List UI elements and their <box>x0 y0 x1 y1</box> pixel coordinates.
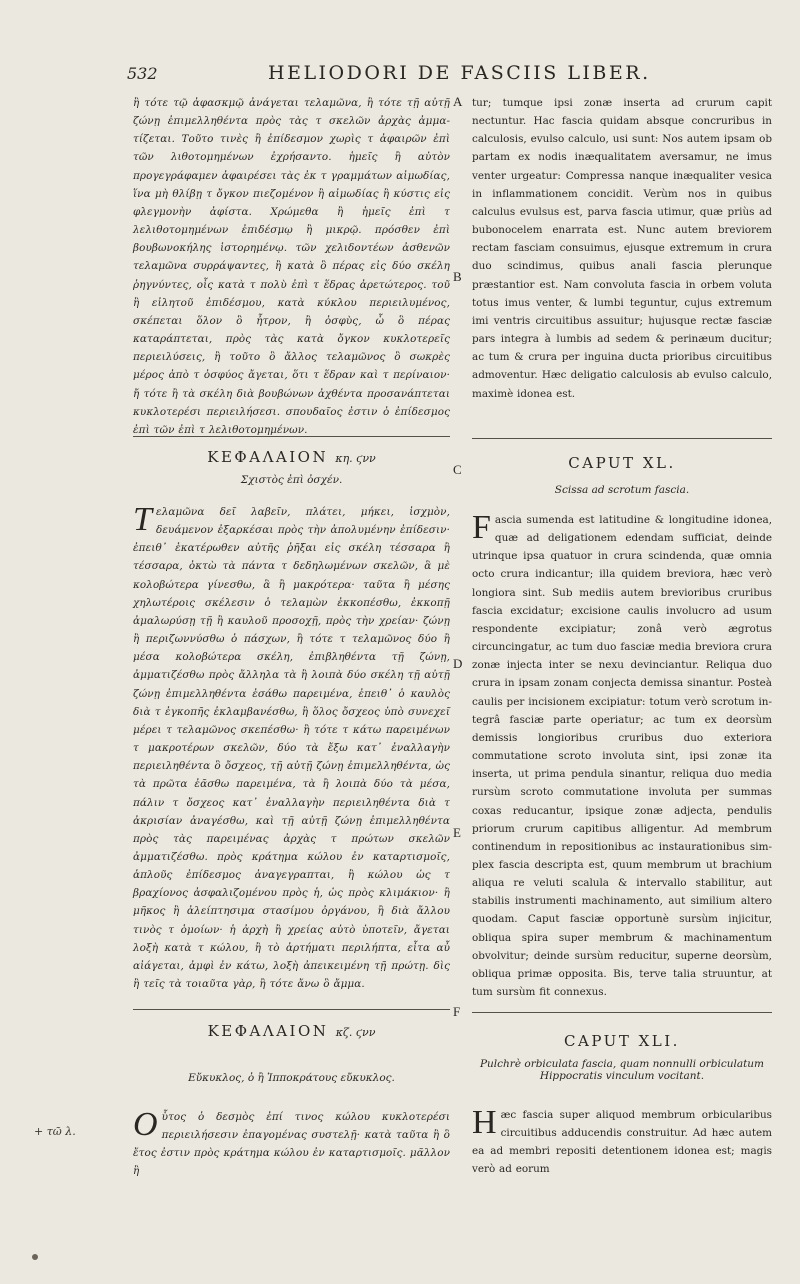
left-chapter1-body <box>133 503 450 1001</box>
right-chapter1-title: CAPUT XL. <box>568 454 676 472</box>
greek-top-text: ἢ τότε τῷ ἀφασκμῷ ἀνάγεται τελαμῶνα, ἢ τότε τῇ αὐτῇ ζώνῃ ἐπιμελληθέντα πρὸς τὰς τ σκελῶν ἀρχὰς ἀμματίζεται. Τοῦτο τινὲς ἢ ἐπίδεσμον χωρὶς τ ἀφαιρῶν ἐπὶ τῶν λιθοτομημένων ἐχρήσαντο. ἡμεῖς ἢ αὐτὸν προγεγράφαμεν ἀφαιρέσει τὰς ἐκ τ γραμμάτων αἰμωδίας, ἵνα μὴ θλίβῃ τ ὄγκον πιεζομένον ἢ αἰμωδίας ἢ κύστις εἰς φλεγμονὴν ἀφίστα. Χρώμεθα ἢ ἡμεῖς ἐπὶ τ λελιθοτομημένων ἐπιδέσμῳ ἢ μικρῷ. πρόσθεν ἐπὶ βουβωνοκήλης ἱστορημένῳ. τῶν χελιδοντέων ἀσθενῶν τελαμῶνα συρράψαντες, ἢ κατὰ ὃ πέρας εἰς δύο σκέλη ῥηγνύντες, οἷς κατὰ τ πολὺ ἐπὶ τ ἕδρας ἀρετώτερος. τοῦ ἢ εἰλητοῦ ἐπιδέσμου, κατὰ κύκλου περιειλυμένος, σκέπεται ὅλον ὃ ἦτρον, ἢ ὀσφὺς, ὧ ὃ πέρας καταράπτεται, πρὸς τὰς κατὰ ὄγκον κυκλοτερεῖς περιειλύσεις, ἢ τοῦτο ὃ ἄλλος τελαμῶνος ὃ σωκρὲς μέρος ἀπὸ τ ὀσφύος ἄγεται, ὅτι τ ἕδραν καὶ τ περίναιον· ἤ τότε ἢ τὰ σκέλη διὰ βουβώνων ἀχθέντα προσανάπτεται κυκλοτερέσι περιειλήσεσι. σπουδαῖος ἐστιν ὁ ἐπίδεσμος ἐπὶ τῶν ἐπὶ τ λελιθοτομημένων. <box>133 97 450 436</box>
margin-letter-a: A <box>453 94 463 109</box>
left-chapter2-subtitle: Εὔκυκλος, ὁ ἢ Ἱπποκράτους εὔκυκλος. <box>188 1072 395 1084</box>
left-chapter2-text: ὗτος ὁ δεσμὸς ἐπί τινος κώλου κυκλοτερέσι περιειλήσεσιν ἐπαγομένας συστελῇ· κατὰ ταῦτα ἢ ὃ ἔτος ἐστιν πρὸς κράτημα κώλου ἐν καταρτισμοῖς. μᾶλλον ἢ <box>133 1111 450 1178</box>
left-chapter1-number: κη. ϛνν <box>335 452 376 465</box>
left-chapter1-text: ελαμῶνα δεῖ λαβεῖν, πλάτει, μήκει, ἰσχμὸν, δευάμενον ἐξαρκέσαι πρὸς τὴν ἀπολυμένην ἐπίδεσιν· ἐπειθ᾽ ἑκατέρωθεν αὐτῆς ῥῆξαι εἰς σκέλη τέσσαρα ἢ τέσσαρα, ὀκτὼ τὰ πάντα τ δεδηλωμένων σκελῶν, ἃ μὲ κολοβώτερα γίνεσθω, ἃ ἢ μακρότερα· ταῦτα ἢ μέσης χηλωτέροις σκέλεσιν ὁ τελαμὼν ἐκκοπέσθω, ἐκκοπῇ ἀμαλωρύσῃ τῇ ἢ καυλοῦ προσοχῇ, πρὸς τὴν χρείαν· ζώνῃ ἢ περιζωννύσθω ὁ πάσχων, ἢ τότε τ τελαμῶνος δύο ἢ μέσα κολοβώτερα σκέλη, ἐπιβληθέντα τῇ ζώνῃ, ἀμματιζέσθω πρὸς ἄλληλα τὰ ἢ λοιπὰ δύο σκέλη τῇ αὐτῇ ζώνῃ ἐπιμελληθέντα ἐσάθω παρειμένα, ἐπειθ᾽ ὁ καυλὸς διὰ τ ἐγκοπῆς ἐκλαμβανέσθω, ἢ ὅλος ὄσχεος ὑπὸ συνεχεῖ μέρει τ τελαμῶνος σκεπέσθω· ἢ τότε τ κάτω παρειμένων τ μακροτέρων σκελῶν, δύο τὰ ἔξω κατ᾽ ἐναλλαγὴν περιειληθέντα ὃ ὄσχεος, τῇ αὐτῇ ζώνῃ ἐπιμελληθέντα, ὡς τὰ πρῶτα ἐᾶσθω παρειμένα, τὰ ἢ λοιπὰ δύο τὰ μέσα, πάλιν τ ὄσχεος κατ᾽ ἐναλλαγὴν περιειληθέντα διὰ τ ἀκρισίαν ἀναγέσθω, καὶ τῇ αὐτῇ ζώνῃ ἐπιμελληθέντα πρὸς τὰς παρειμένας ἀρχὰς τ πρώτων σκελῶν ἀμματιζέσθω. πρὸς κράτημα κώλου ἐν καταρτισμοῖς, ἁπλοῦς ἐπίδεσμος ἀναγεγραπται, ἢ κώλου ὡς τ βραχίονος ἀσφαλιζομένου πρὸς ἡ, ὡς πρὸς κλιμάκιον· ἢ μῆκος ἢ ἀλείπτησιμα στασίμου ὀργάνου, ἢ διὰ ἄλλου τινὸς τ ὁμοίων· ἡ ἀρχὴ ἢ χρείας αὐτὸ ὑποτεῖν, ἄγεται λοξὴ κατὰ τ κώλου, ἢ τὸ ἀρτήματι περιλήπτα, εἶτα αὖ αἰάγεται, ἀμφὶ ἐν κάτω, λοξὴ ἀπεικειμένη τῇ πρώτῃ. δὶς ἢ τεῖς τὰ τοιαῦτα γὰρ, ἢ τότε ἄνω ὃ ἄμμα. <box>133 506 450 991</box>
page-number: 532 <box>127 64 158 83</box>
right-rule-1 <box>472 438 772 439</box>
left-column-top <box>133 94 450 436</box>
left-rule-2 <box>133 1009 450 1010</box>
right-chapter1-subtitle: Scissa ad scrotum fascia. <box>554 484 690 496</box>
right-rule-2 <box>472 1012 772 1013</box>
running-head <box>0 62 800 90</box>
left-chapter2-number: κζ. ϛνν <box>335 1026 376 1039</box>
right-chapter2-title: CAPUT XLI. <box>564 1032 680 1050</box>
ink-spot <box>32 1254 38 1260</box>
left-chapter1-dropcap: T <box>133 501 153 538</box>
left-chapter1-subtitle: Σχιστὸς ἐπὶ ὀσχέν. <box>240 474 343 486</box>
left-chapter2-title: ΚΕΦΑΛΑΙΟΝ <box>207 1022 329 1040</box>
left-chapter2-dropcap: O <box>133 1106 158 1143</box>
left-chapter2-body <box>133 1106 450 1178</box>
page-title: HELIODORI DE FASCIIS LIBER. <box>268 62 651 84</box>
right-chapter1-dropcap: F <box>472 509 491 546</box>
margin-letter-c: C <box>453 462 462 477</box>
right-chapter1-text: ascia sumenda est latitudine & longitudine idonea, quæ ad deligationem edendam sufficiat, deinde utrinque ipsa quatuor in crura scindenda, quæ omnia octo crura indicantur; illa quidem breviora, hæc verò longiora sint. Sub mediis autem brevioribus cruribus fascia excidatur; excisione caulis involucro ad usum respondente excipiatur; zonâ verò ægrotus circuncingatur, ac tum duo fasciæ media breviora crura zonæ injecta inter se nexu devinciantur. Reliqua duo crura in ipsam zonam conjecta demissa sinantur. Posteà caulis per incisionem excipiatur: totum verò scrotum integrâ fasciæ parte operiatur; ac tum ex deorsùm demissis longioribus cruribus duo exteriora commutatione scroto involuta sint, ipsi zonæ ita inserta, ut prima pendula sinantur, reliqua duo media rursùm scroto commutatione involuta per summas coxas reducantur, ipsique zonæ adjecta, pendulis priorum crurum capitibus alligentur. Ad membrum continendum in repositionibus ac instaurationibus simplex fascia descripta est, quum membrum ut brachium aliqua re veluti scalula & intervallo stabilitur, aut stabilis instrumenti machinamento, aut similium altero quodam. Caput fasciæ opportunè sursùm injicitur, obliqua spira super membrum & machinamentum obvolvitur; deinde sursùm reducitur, superne deorsùm, obliqua primæ opposita. Bis, terve talia struuntur, at tum sursùm fit connexus. <box>472 514 772 999</box>
right-chapter2-text: æc fascia super aliquod membrum orbicularibus circuitibus adducendis construitur. Ad hæc autem ea ad membri repositi detentionem idonea est; magis verò ad eorum <box>472 1109 772 1176</box>
left-chapter2-heading <box>133 1022 450 1040</box>
margin-letter-e: E <box>453 825 461 840</box>
left-rule-1 <box>133 436 450 437</box>
margin-letter-d: D <box>453 656 463 671</box>
right-chapter2-subtitle: Pulchrè orbiculata fascia, quam nonnulli orbiculatum Hippocratis vinculum vocitant. <box>479 1058 765 1082</box>
right-chapter2-body <box>472 1104 772 1176</box>
margin-letter-f: F <box>453 1004 461 1019</box>
margin-note: + τῶ λ. <box>34 1125 76 1138</box>
right-chapter1-body <box>472 511 772 1003</box>
left-chapter1-title: ΚΕΦΑΛΑΙΟΝ <box>207 448 329 466</box>
right-column-top <box>472 94 772 436</box>
latin-top-text: tur; tumque ipsi zonæ inserta ad crurum capit nectuntur. Hac fascia quidam absque concruribus in calculosis, evulso calculo, usi sunt: Nos autem ipsam ob partam ex nodis inæqualitatem aversamur, ne imus venter urgeatur: Compressa nanque inæqualiter vesica in inflammationem concidit. Verùm nos in quibus calculus evulsus est, parva fascia utimur, quæ priùs ad bubonocelem enarrata est. Nunc autem breviorem rectam fasciam consuimus, ejusque extremum in crura duo scindimus, quibus anali fascia plerunque præstantior est. Nam convoluta fascia in orbem voluta totus imus venter, & lumbi teguntur, cujus extremum imi ventris circuitibus assuitur; hujusque rectæ fasciæ pars integra à lumbis ad sedem & perinæum ducitur; ac tum & crura per inguina ducta prioribus circuitibus admoventur. Hæc deligatio calculosis ab evulso calculo, maximè idonea est. <box>472 97 772 400</box>
right-chapter2-dropcap: H <box>472 1104 497 1141</box>
margin-letter-b: B <box>453 269 462 284</box>
left-chapter1-heading <box>133 448 450 466</box>
